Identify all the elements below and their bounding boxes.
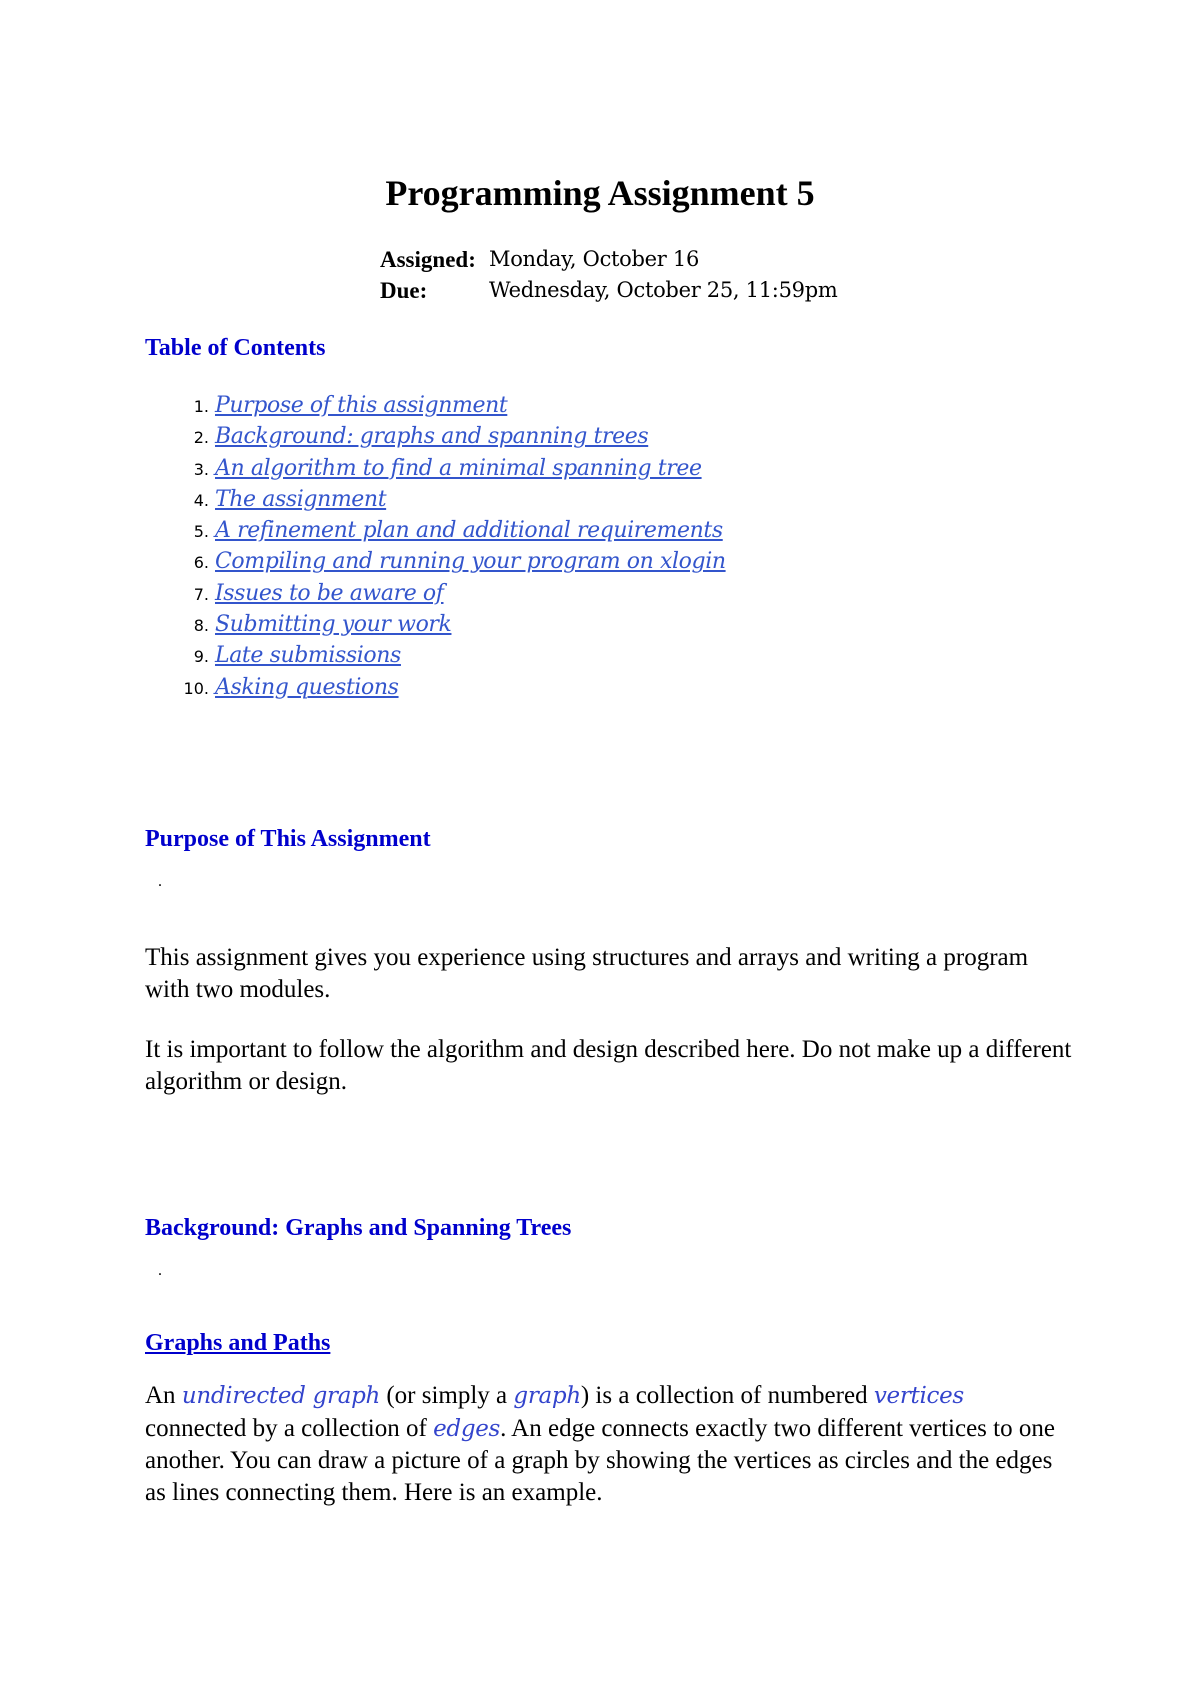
assignment-dates: [380, 244, 837, 306]
toc-link-assignment[interactable]: The assignment: [215, 486, 387, 512]
toc-number: 4.: [193, 490, 209, 510]
toc-number: 3.: [193, 459, 209, 479]
term-edges: edges: [433, 1415, 501, 1442]
page-title: Programming Assignment 5: [385, 173, 815, 213]
toc-number: 2.: [193, 428, 209, 448]
purpose-heading: Purpose of This Assignment: [145, 826, 431, 852]
background-heading: Background: Graphs and Spanning Trees: [145, 1215, 572, 1241]
toc-link-submitting[interactable]: Submitting your work: [215, 612, 452, 638]
toc-item: [145, 549, 726, 580]
toc-number: 10.: [183, 678, 209, 698]
toc-link-asking-questions[interactable]: Asking questions: [215, 674, 399, 700]
assigned-row: [380, 244, 837, 275]
toc-link-compiling[interactable]: Compiling and running your program on xlogin: [215, 549, 726, 575]
toc-number: 5.: [193, 522, 209, 542]
due-date: Wednesday, October 25, 11:59pm: [489, 278, 838, 302]
toc-link-late-submissions[interactable]: Late submissions: [215, 643, 401, 669]
toc-number: 7.: [193, 584, 209, 604]
toc-link-purpose[interactable]: Purpose of this assignment: [215, 393, 508, 418]
purpose-paragraph-1: This assignment gives you experience using structures and arrays and writing a program with two modules.: [145, 944, 1029, 1003]
toc-item: [145, 456, 726, 487]
graphs-and-paths-heading[interactable]: Graphs and Paths: [145, 1330, 331, 1356]
term-graph: graph: [513, 1383, 581, 1409]
toc-heading: Table of Contents: [145, 335, 326, 361]
text-segment: connected by a collection of: [145, 1414, 434, 1442]
purpose-paragraph-2: It is important to follow the algorithm and design described here. Do not make up a different algorithm or design.: [145, 1036, 1072, 1095]
toc-number: 8.: [193, 616, 209, 636]
toc-item: [145, 487, 726, 518]
table-of-contents: [145, 393, 726, 706]
toc-item: [145, 612, 726, 643]
toc-item: [145, 675, 726, 706]
toc-link-background[interactable]: Background: graphs and spanning trees: [215, 424, 649, 450]
section-marker: .: [158, 873, 162, 890]
toc-item: [145, 393, 726, 424]
assigned-date: Monday, October 16: [489, 247, 700, 271]
text-segment: . An edge connects exactly two different vertices to one another. You can draw a picture of a graph by showing the vertices as circles and the edges as lines connecting them. Here is an example.: [145, 1414, 1055, 1506]
graph-definition-paragraph: [145, 1380, 1055, 1508]
term-undirected-graph: undirected graph: [181, 1383, 381, 1409]
toc-link-algorithm[interactable]: An algorithm to find a minimal spanning tree: [215, 455, 702, 481]
due-label: Due:: [380, 278, 428, 303]
due-row: [380, 275, 837, 306]
toc-number: 9.: [193, 647, 209, 667]
toc-link-refinement-plan[interactable]: A refinement plan and additional requirements: [215, 518, 723, 544]
term-vertices: vertices: [873, 1383, 964, 1409]
toc-item: [145, 643, 726, 674]
text-segment: (or simply a: [380, 1382, 514, 1409]
toc-item: [145, 581, 726, 612]
section-marker: .: [158, 1262, 162, 1279]
toc-number: 1.: [193, 397, 209, 416]
toc-item: [145, 518, 726, 549]
toc-link-issues[interactable]: Issues to be aware of: [215, 580, 444, 606]
text-segment: An: [145, 1382, 182, 1409]
assigned-label: Assigned:: [380, 247, 476, 272]
text-segment: ) is a collection of numbered: [580, 1382, 874, 1409]
toc-number: 6.: [193, 553, 209, 573]
toc-item: [145, 424, 726, 455]
